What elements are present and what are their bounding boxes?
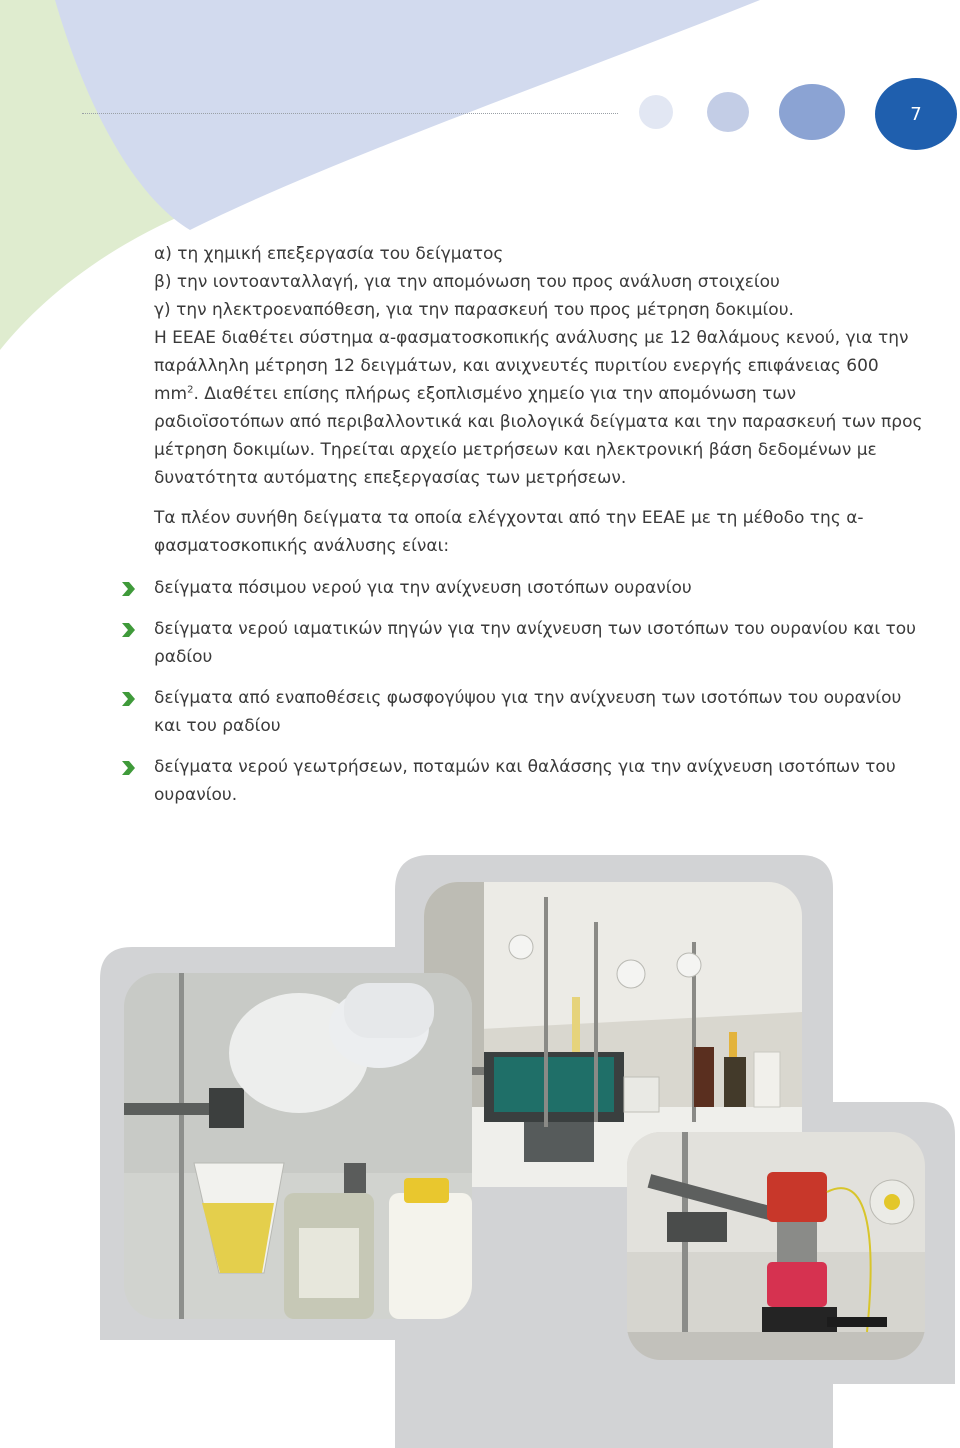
- page-number: 7: [910, 103, 922, 125]
- main-text: [154, 240, 924, 822]
- header-dotted-rule: [82, 113, 618, 114]
- bullet-item-4: δείγματα νερού γεωτρήσεων, ποταμών και θαλάσσης για την ανίχνευση ισοτόπων του ουρανίου.: [92, 753, 924, 809]
- list-item-c: γ) την ηλεκτροεναπόθεση, για την παρασκευή του προς μέτρηση δοκιμίου.: [154, 300, 794, 320]
- list-item-a: α) τη χημική επεξεργασία του δείγματος: [154, 244, 504, 264]
- photo-electrodeposition-cell: [627, 1132, 925, 1360]
- chevron-right-icon: [120, 691, 136, 707]
- chevron-right-icon: [120, 622, 136, 638]
- sample-bullet-list: [154, 574, 924, 809]
- photo-pouring-sample: [124, 973, 472, 1319]
- list-item-b: β) την ιοντοανταλλαγή, για την απομόνωση του προς ανάλυση στοιχείου: [154, 272, 780, 292]
- bullet-item-3: δείγματα από εναποθέσεις φωσφογύψου για την ανίχνευση των ισοτόπων του ουρανίου και του ραδίου: [92, 684, 924, 740]
- chevron-right-icon: [120, 760, 136, 776]
- deco-dot-3: [779, 84, 845, 140]
- bullet-item-1: δείγματα πόσιμου νερού για την ανίχνευση ισοτόπων ουρανίου: [92, 574, 924, 602]
- paragraph-1: Η ΕΕΑΕ διαθέτει σύστημα α-φασματοσκοπικής ανάλυσης με 12 θαλάμους κενού, για την παράλληλη μέτρηση 12 δειγμάτων, και ανιχνευτές πυριτίου ενεργής επιφάνειας 600 $mm^2$. Διαθέτει επίσης πλήρως εξοπλισμένο χημείο για την απομόνωση των ραδιοϊσοτόπων από περιβαλλοντικά και βιολογικά δείγματα και την παρασκευή των προς μέτρηση δοκιμίων. Τηρείται αρχείο μετρήσεων και ηλεκτρονική βάση δεδομένων με δυνατότητα αυτόματης επεξεργασίας των μετρήσεων.: [154, 328, 923, 488]
- chevron-right-icon: [120, 581, 136, 597]
- paragraph-2: Τα πλέον συνήθη δείγματα τα οποία ελέγχονται από την ΕΕΑΕ με τη μέθοδο της α-φασματοσκοπικής ανάλυσης είναι:: [154, 508, 864, 556]
- deco-dot-1: [639, 95, 673, 129]
- bullet-item-2: δείγματα νερού ιαματικών πηγών για την ανίχνευση των ισοτόπων του ουρανίου και του ραδίου: [92, 615, 924, 671]
- deco-dot-2: [707, 92, 749, 132]
